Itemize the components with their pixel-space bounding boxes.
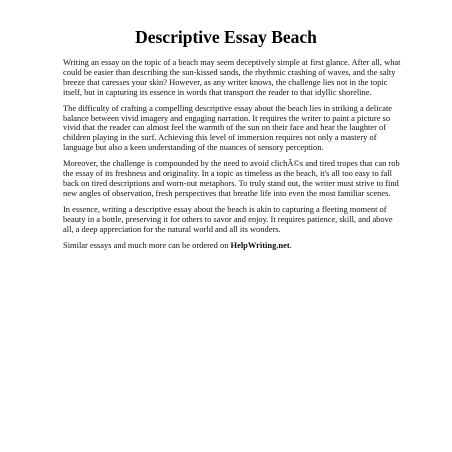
footer-suffix: . [289,239,292,250]
footer-line [63,241,403,251]
paragraph-essence: In essence, writing a descriptive essay about the beach is akin to capturing a fleeting moment of beauty in a bottle, preserving it for others to savor and enjoy. It requires patience, skill, and above all, a deep appreciation for the natural world and all its wonders. [63,203,393,234]
footer-prefix: Similar essays and much more can be ordered on [63,239,231,250]
paragraph-intro: Writing an essay on the topic of a beach may seem deceptively simple at first glance. After all, what could be easier than describing the sun-kissed sands, the rhythmic crashing of waves, and the salty breeze that caresses your skin? However, as any writer knows, the challenge lies not in the topic itself, but in capturing its essence in words that transport the reader to that idyllic shoreline. [63,57,401,97]
document-title: Descriptive Essay Beach [135,27,317,47]
document-body [63,58,403,256]
helpwriting-link[interactable]: HelpWriting.net [230,239,290,250]
paragraph-cliches: Moreover, the challenge is compounded by the need to avoid clichÃ©s and tired tropes that can rob the essay of its freshness and originality. In a topic as timeless as the beach, it's all too easy to fall back on tired descriptions and worn-out metaphors. To truly stand out, the writer must strive to find new angles of observation, fresh perspectives that breathe life into even the most familiar scenes. [63,158,400,198]
paragraph-difficulty: The difficulty of crafting a compelling descriptive essay about the beach lies in striking a delicate balance between vivid imagery and engaging narration. It requires the writer to paint a picture so vivid that the reader can almost feel the warmth of the sun on their face and hear the laughter of children playing in the surf. Achieving this level of immersion requires not only a mastery of language but also a keen understanding of the nuances of sensory perception. [63,102,393,153]
